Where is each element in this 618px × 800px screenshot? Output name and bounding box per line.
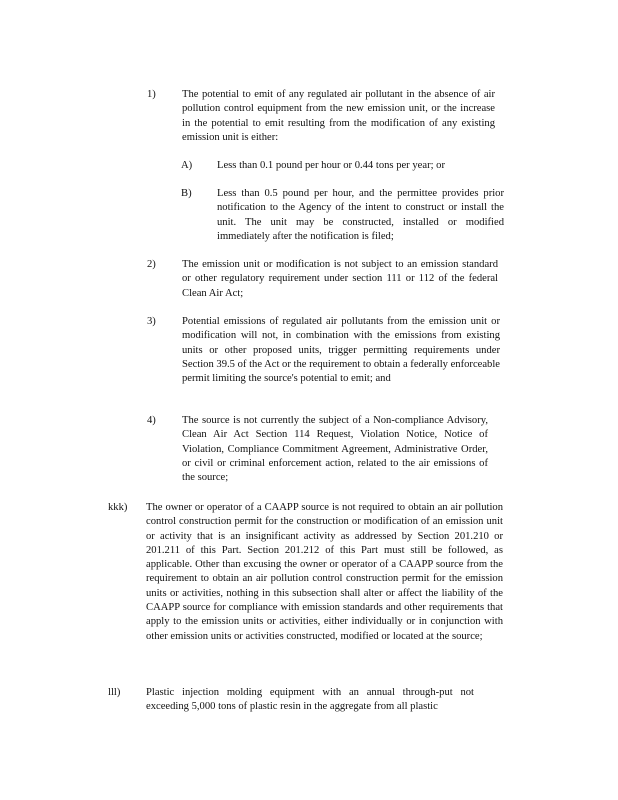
section-text: Plastic injection molding equipment with an annual through-put not exceeding 5,000 tons of plastic resin in the aggregate from all plastic: [146, 687, 474, 713]
subitem-text: Less than 0.5 pound per hour, and the permittee provides prior notification to the Agency of the intent to construct or install the unit. The unit may be constructed, installed or modified immediately after the notification is filed;: [217, 188, 504, 242]
item-label: 2): [147, 259, 156, 270]
subitem-text: Less than 0.1 pound per hour or 0.44 tons per year; or: [217, 160, 446, 171]
subitem-label: A): [181, 160, 193, 171]
section-text: The owner or operator of a CAAPP source is not required to obtain an air pollution control construction permit for the construction or modification of an emission unit or activity that is an insignificant activity as addressed by Section 201.210 or 201.211 of this Part. Section 201.212 of this Part must still be followed, as applicable. Other than excusing the owner or operator of a CAAPP source from the requirement to obtain an air pollution control construction permit for the emission units or activities, nothing in this subsection shall alter or affect the liability of the CAAPP source for compliance with emission standards and other requirements that apply to the emission units or activities, either individually or in conjunction with other emission units or activities constructed, modified or located at the source;: [146, 502, 503, 642]
item-text: The potential to emit of any regulated air pollutant in the absence of air pollution control equipment from the new emission unit, or the increase in the potential to emit resulting from the modification of any existing emission unit is either:: [182, 89, 495, 143]
item-label: 3): [147, 316, 156, 327]
section-label: kkk): [108, 502, 128, 513]
item-label: 1): [147, 89, 156, 100]
item-text: The source is not currently the subject of a Non-compliance Advisory, Clean Air Act Section 114 Request, Violation Notice, Notice of Violation, Compliance Commitment Agreement, Administrative Order, or civil or criminal enforcement action, related to the air emissions of the source;: [182, 415, 488, 484]
item-text: The emission unit or modification is not subject to an emission standard or other regulatory requirement under section 111 or 112 of the federal Clean Air Act;: [182, 259, 498, 299]
item-text: Potential emissions of regulated air pollutants from the emission unit or modification will not, in combination with the emissions from existing units or other proposed units, trigger permitting requirements under Section 39.5 of the Act or the requirement to obtain a federally enforceable permit limiting the source's potential to emit; and: [182, 316, 500, 385]
item-label: 4): [147, 415, 156, 426]
subitem-label: B): [181, 188, 192, 199]
section-label: lll): [108, 687, 121, 698]
